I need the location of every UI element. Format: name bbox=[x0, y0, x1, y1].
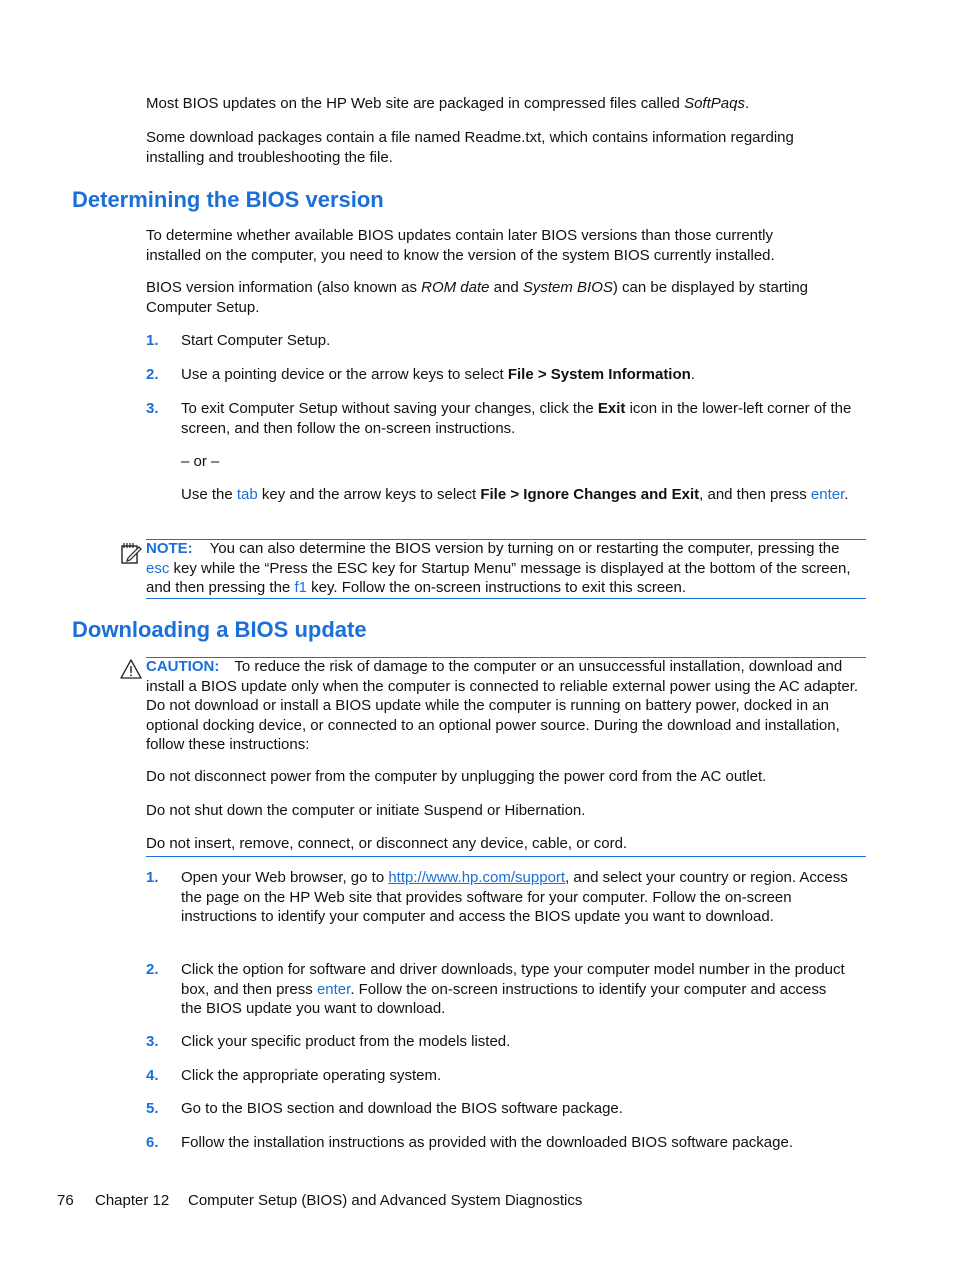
hp-support-link[interactable]: http://www.hp.com/support bbox=[388, 869, 566, 886]
alt-text: . bbox=[844, 486, 849, 503]
note-text-part: key. Follow the on-screen instructions to exit this screen. bbox=[306, 579, 687, 596]
alt-text: , and then press bbox=[699, 486, 811, 503]
step-text-part: Open your Web browser, go to bbox=[181, 869, 389, 886]
caution-body: To reduce the risk of damage to the computer or an unsuccessful installation, download and install a BIOS update only when the computer is connected to reliable external power using the AC adapter. Do not download or install a BIOS update while the computer is running on battery power, docked in an optional docking device, or connected to an optional power source. During the download and installation, follow these instructions: bbox=[146, 658, 859, 753]
step-text-part: . Follow the on-screen instructions to identify your computer and access the BIOS update you want to download. bbox=[181, 980, 827, 1017]
note-label: NOTE: bbox=[146, 540, 193, 557]
p2-text: ) can be displayed by starting Computer Setup. bbox=[146, 279, 809, 316]
step-number: 6. bbox=[146, 1134, 159, 1151]
menu-path: File > Ignore Changes and Exit bbox=[480, 486, 700, 503]
caution-item-2: Do not shut down the computer or initiate Suspend or Hibernation. bbox=[146, 802, 586, 819]
rom-date-term: ROM date bbox=[421, 279, 490, 296]
intro-paragraph-2: Some download packages contain a file named Readme.txt, which contains information regarding installing and troubleshooting the file. bbox=[146, 129, 794, 166]
intro-text-end: . bbox=[744, 95, 750, 112]
step-text bbox=[181, 960, 851, 1019]
alternate-instruction bbox=[181, 485, 861, 505]
warning-triangle-icon bbox=[120, 658, 142, 686]
step-number: 1. bbox=[146, 332, 159, 349]
step-number: 1. bbox=[146, 869, 159, 886]
section1-paragraph-1: To determine whether available BIOS updates contain later BIOS versions than those currently installed on the computer, you need to know the version of the system BIOS currently installed. bbox=[146, 227, 775, 264]
intro-text: Most BIOS updates on the HP Web site are packaged in compressed files called bbox=[146, 95, 685, 112]
step-text bbox=[181, 868, 851, 927]
step-number: 3. bbox=[146, 1033, 159, 1050]
section1-paragraph-2 bbox=[146, 278, 858, 317]
chapter-title: Computer Setup (BIOS) and Advanced System Diagnostics bbox=[188, 1192, 583, 1209]
caution-bottom-rule bbox=[146, 856, 866, 857]
section-heading-downloading: Downloading a BIOS update bbox=[72, 617, 367, 642]
note-pad-icon bbox=[119, 541, 143, 571]
note-text-part: You can also determine the BIOS version by turning on or restarting the computer, pressing the bbox=[209, 540, 840, 557]
chapter-label: Chapter 12 bbox=[95, 1192, 170, 1209]
alt-text: Use the bbox=[181, 486, 237, 503]
alt-text: key and the arrow keys to select bbox=[257, 486, 481, 503]
step-text bbox=[181, 365, 866, 385]
step-number: 5. bbox=[146, 1100, 159, 1117]
note-text bbox=[146, 539, 866, 598]
exit-term: Exit bbox=[597, 400, 626, 417]
step-text: Click the appropriate operating system. bbox=[181, 1067, 442, 1084]
step-text: Go to the BIOS section and download the BIOS software package. bbox=[181, 1100, 623, 1117]
step-text-part: icon in the lower-left corner of the screen, and then follow the on-screen instructions. bbox=[181, 400, 852, 437]
caution-label: CAUTION: bbox=[146, 658, 220, 675]
intro-paragraph-1 bbox=[146, 94, 866, 114]
section-heading-bios-version: Determining the BIOS version bbox=[72, 187, 384, 212]
note-bottom-rule bbox=[146, 598, 866, 599]
step-text: Start Computer Setup. bbox=[181, 332, 331, 349]
step-number: 3. bbox=[146, 400, 159, 417]
step-text-part: . bbox=[690, 366, 695, 383]
step-number: 2. bbox=[146, 961, 159, 978]
step-text-part: Use a pointing device or the arrow keys to select bbox=[181, 366, 508, 383]
f1-key: f1 bbox=[294, 579, 307, 596]
step-text: Click your specific product from the models listed. bbox=[181, 1033, 511, 1050]
system-bios-term: System BIOS bbox=[522, 279, 613, 296]
caution-text bbox=[146, 657, 866, 755]
step-number: 4. bbox=[146, 1067, 159, 1084]
menu-path: File > System Information bbox=[507, 366, 691, 383]
step-number: 2. bbox=[146, 366, 159, 383]
page-number: 76 bbox=[57, 1192, 74, 1209]
step-text-part: To exit Computer Setup without saving your changes, click the bbox=[181, 400, 598, 417]
step-text-part: , and select your country or region. Access the page on the HP Web site that provides software for your computer. Follow the on-screen instructions to identify your computer and access the BIOS update you want to download. bbox=[181, 869, 848, 925]
tab-key: tab bbox=[236, 486, 258, 503]
note-text-part: key while the “Press the ESC key for Startup Menu” message is displayed at the bottom of the screen, and then pressing the bbox=[146, 559, 851, 596]
step-text-part: Click the option for software and driver downloads, type your computer model number in the product box, and then press bbox=[181, 961, 845, 998]
step-text bbox=[181, 399, 861, 438]
esc-key: esc bbox=[146, 559, 170, 577]
p2-text: and bbox=[489, 279, 523, 296]
softpaqs-term: SoftPaqs bbox=[684, 95, 745, 112]
enter-key: enter bbox=[316, 980, 351, 998]
step-text: Follow the installation instructions as provided with the downloaded BIOS software package. bbox=[181, 1134, 794, 1151]
or-separator: – or – bbox=[181, 453, 220, 470]
caution-item-3: Do not insert, remove, connect, or disconnect any device, cable, or cord. bbox=[146, 835, 628, 852]
p2-text: BIOS version information (also known as bbox=[146, 279, 422, 296]
enter-key: enter bbox=[810, 486, 845, 503]
caution-item-1: Do not disconnect power from the computer by unplugging the power cord from the AC outlet. bbox=[146, 768, 767, 785]
